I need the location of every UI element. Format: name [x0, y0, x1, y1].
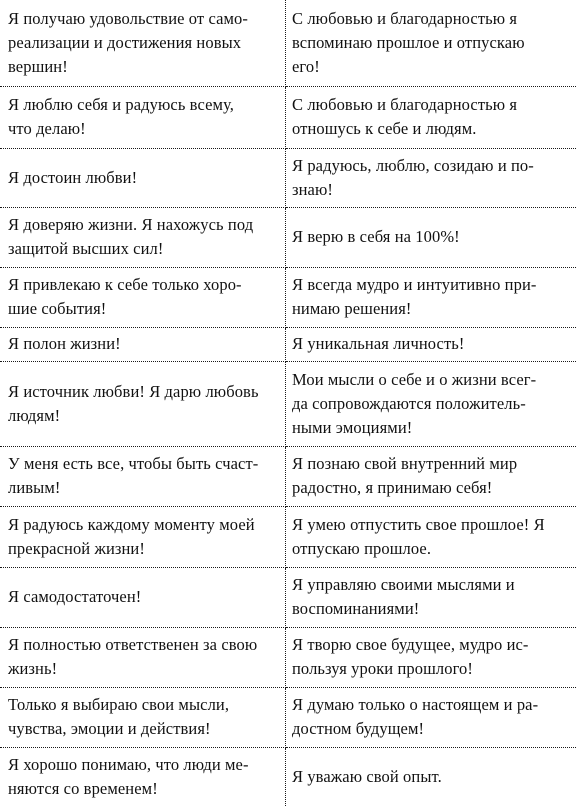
cell-line: Я доверяю жизни. Я нахожусь под — [8, 215, 254, 234]
table-cell-left — [0, 207, 286, 267]
cell-line: Я верю в себя на 100%! — [292, 227, 460, 246]
cell-line: ными эмоциями! — [292, 417, 413, 437]
table-cell-left — [0, 446, 286, 506]
table-cell-left — [0, 627, 286, 687]
table-cell-right — [286, 567, 576, 627]
table-row — [0, 446, 576, 506]
table-cell-left — [0, 687, 286, 747]
cell-line: Я хорошо понимаю, что люди ме- — [8, 754, 249, 774]
table-cell-left — [0, 327, 286, 361]
table-row — [0, 506, 576, 567]
table-cell-right — [286, 687, 576, 747]
cell-line: Я самодостаточен! — [8, 587, 142, 606]
cell-line: да сопровождаются положитель- — [292, 393, 526, 413]
table-row — [0, 267, 576, 327]
cell-line: шие события! — [8, 299, 107, 318]
cell-line: Я радуюсь, люблю, созидаю и по- — [292, 155, 534, 175]
table-cell-left — [0, 506, 286, 567]
cell-line: Я умею отпустить свое прошлое! Я — [292, 514, 545, 534]
table-cell-right — [286, 86, 576, 148]
table-cell-right — [286, 446, 576, 506]
table-cell-right — [286, 361, 576, 446]
cell-line: Я привлекаю к себе только хоро- — [8, 275, 242, 294]
cell-line: С любовью и благодарностью я — [292, 95, 518, 114]
cell-line: жизнь! — [8, 659, 58, 678]
cell-line: Я достоин любви! — [8, 167, 138, 187]
cell-line: Я всегда мудро и интуитивно при- — [292, 275, 537, 294]
cell-line: Я управляю своими мыслями и — [292, 575, 515, 594]
cell-line: Только я выбираю свои мысли, — [8, 695, 230, 714]
table-row — [0, 207, 576, 267]
table-cell-left — [0, 267, 286, 327]
cell-line: ливым! — [8, 478, 61, 497]
table-row — [0, 361, 576, 446]
cell-line: Я творю свое будущее, мудро ис- — [292, 635, 529, 654]
cell-line: отпускаю прошлое. — [292, 538, 432, 558]
cell-line: чувства, эмоции и действия! — [8, 719, 211, 738]
cell-line: пользуя уроки прошлого! — [292, 659, 473, 678]
cell-line: что делаю! — [8, 119, 86, 138]
table-cell-left — [0, 361, 286, 446]
cell-line: достном будущем! — [292, 719, 425, 738]
cell-line: Я познаю свой внутренний мир — [292, 454, 518, 473]
table-cell-left — [0, 86, 286, 148]
table-row — [0, 687, 576, 747]
table-cell-right — [286, 506, 576, 567]
table-row — [0, 627, 576, 687]
table-cell-right — [286, 747, 576, 806]
table-cell-right — [286, 627, 576, 687]
cell-line: нимаю решения! — [292, 299, 412, 318]
table-cell-left — [0, 148, 286, 207]
cell-line: отношусь к себе и людям. — [292, 119, 477, 138]
cell-line: вспоминаю прошлое и отпускаю — [292, 32, 525, 52]
table-row — [0, 567, 576, 627]
cell-line: У меня есть все, чтобы быть счаст- — [8, 454, 259, 473]
cell-line: защитой высших сил! — [8, 239, 164, 258]
cell-line: Я уникальная личность! — [292, 334, 465, 353]
table-cell-right — [286, 267, 576, 327]
table-row — [0, 86, 576, 148]
cell-line: Я думаю только о настоящем и ра- — [292, 695, 539, 714]
cell-line: Я полностью ответственен за свою — [8, 635, 258, 654]
cell-line: Я получаю удовольствие от само- — [8, 8, 248, 28]
table-cell-left — [0, 747, 286, 806]
cell-line: Я уважаю свой опыт. — [292, 766, 442, 786]
table-cell-right — [286, 207, 576, 267]
cell-line: людям! — [8, 405, 61, 425]
cell-line: его! — [292, 56, 320, 76]
cell-line: знаю! — [292, 179, 333, 199]
cell-line: Я источник любви! Я дарю любовь — [8, 381, 259, 401]
table-row — [0, 327, 576, 361]
cell-line: Я радуюсь каждому моменту моей — [8, 514, 255, 534]
cell-line: радостно, я принимаю себя! — [292, 478, 493, 497]
cell-line: няются со временем! — [8, 778, 158, 798]
cell-line: воспоминаниями! — [292, 599, 420, 618]
table-row — [0, 0, 576, 86]
table-cell-right — [286, 327, 576, 361]
cell-line: Я люблю себя и радуюсь всему, — [8, 95, 234, 114]
table-cell-left — [0, 567, 286, 627]
cell-line: С любовью и благодарностью я — [292, 8, 518, 28]
cell-line: реализации и достижения новых — [8, 32, 242, 52]
table-row — [0, 747, 576, 806]
table-cell-right — [286, 148, 576, 207]
table-cell-right — [286, 0, 576, 86]
cell-line: вершин! — [8, 56, 68, 76]
cell-line: Я полон жизни! — [8, 334, 121, 353]
table-cell-left — [0, 0, 286, 86]
cell-line: Мои мысли о себе и о жизни всег- — [292, 369, 537, 389]
table-row — [0, 148, 576, 207]
cell-line: прекрасной жизни! — [8, 538, 145, 558]
